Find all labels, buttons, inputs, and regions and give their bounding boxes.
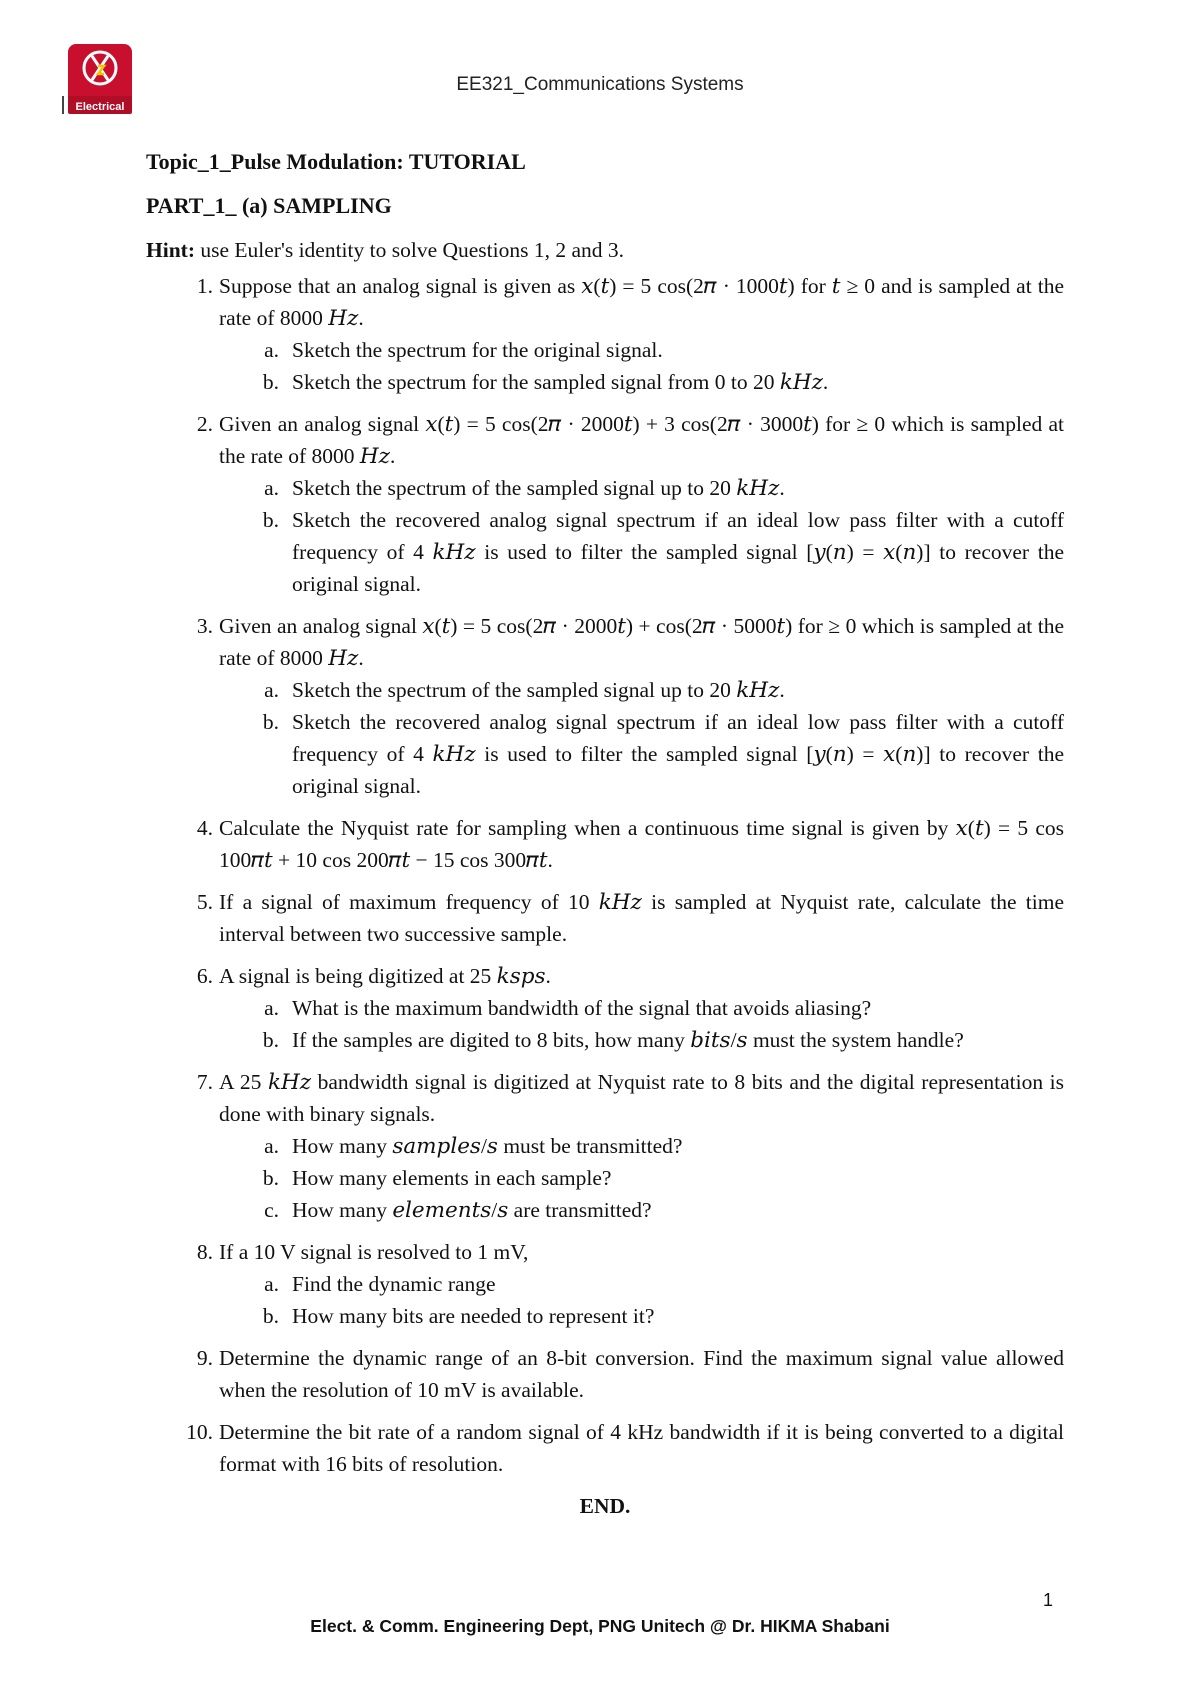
question-item (146, 960, 1064, 1056)
sub-question-item (219, 1268, 1064, 1300)
sub-question-item (219, 992, 1064, 1024)
sub-question-text: Sketch the spectrum for the sampled signal from 0 to 20 𝑘𝐻𝑧. (292, 370, 829, 394)
question-item (146, 610, 1064, 802)
question-number: 2. (196, 412, 213, 436)
sub-question-item (219, 334, 1064, 366)
question-text: Calculate the Nyquist rate for sampling when a continuous time signal is given by 𝑥(𝑡) = 5 cos 100𝜋𝑡 + 10 cos 200𝜋𝑡 − 15 cos 300𝜋𝑡. (219, 816, 1064, 872)
sub-question-letter: c. (264, 1198, 279, 1222)
sub-question-text: Sketch the spectrum of the sampled signal up to 20 𝑘𝐻𝑧. (292, 476, 785, 500)
sub-question-letter: b. (262, 710, 279, 734)
sub-question-list (219, 334, 1064, 398)
question-item (146, 1416, 1064, 1480)
sub-question-letter: a. (264, 338, 279, 362)
question-item (146, 1342, 1064, 1406)
sub-question-item (219, 706, 1064, 802)
question-text: Given an analog signal 𝑥(𝑡) = 5 cos(2𝜋 · 2000𝑡) + cos(2𝜋 · 5000𝑡) for ≥ 0 which is sampled at the rate of 8000 𝐻𝑧. (219, 614, 1064, 670)
question-list (146, 270, 1064, 1480)
sub-question-text: Sketch the recovered analog signal spectrum if an ideal low pass filter with a cutoff frequency of 4 𝑘𝐻𝑧 is used to filter the sampled signal [𝑦(𝑛) = 𝑥(𝑛)] to recover the original signal. (292, 508, 1064, 596)
question-number: 1. (196, 274, 213, 298)
sub-question-letter: b. (262, 1304, 279, 1328)
sub-question-list (219, 674, 1064, 802)
sub-question-text: If the samples are digited to 8 bits, how many 𝑏𝑖𝑡𝑠/𝑠 must the system handle? (292, 1028, 964, 1052)
question-text: Suppose that an analog signal is given as 𝑥(𝑡) = 5 cos(2𝜋 · 1000𝑡) for 𝑡 ≥ 0 and is sampled at the rate of 8000 𝐻𝑧. (219, 274, 1064, 330)
sub-question-text: What is the maximum bandwidth of the signal that avoids aliasing? (292, 996, 872, 1020)
hint-text: use Euler's identity to solve Questions 1, 2 and 3. (200, 238, 625, 262)
sub-question-letter: a. (264, 1134, 279, 1158)
question-number: 3. (196, 614, 213, 638)
sub-question-item (219, 1300, 1064, 1332)
question-text: Given an analog signal 𝑥(𝑡) = 5 cos(2𝜋 · 2000𝑡) + 3 cos(2𝜋 · 3000𝑡) for ≥ 0 which is sampled at the rate of 8000 𝐻𝑧. (219, 412, 1064, 468)
sub-question-text: How many elements in each sample? (292, 1166, 612, 1190)
sub-question-letter: a. (264, 476, 279, 500)
sub-question-text: Sketch the spectrum for the original signal. (292, 338, 663, 362)
sub-question-item (219, 674, 1064, 706)
sub-question-list (219, 992, 1064, 1056)
sub-question-letter: a. (264, 996, 279, 1020)
question-text: If a signal of maximum frequency of 10 𝑘𝐻𝑧 is sampled at Nyquist rate, calculate the time interval between two successive sample. (219, 890, 1064, 946)
end-marker: END. (579, 1494, 631, 1518)
sub-question-list (219, 1268, 1064, 1332)
sub-question-letter: a. (264, 678, 279, 702)
question-text: Determine the bit rate of a random signal of 4 kHz bandwidth if it is being converted to a digital format with 16 bits of resolution. (219, 1420, 1064, 1476)
question-text: A 25 𝑘𝐻𝑧 bandwidth signal is digitized at Nyquist rate to 8 bits and the digital representation is done with binary signals. (219, 1070, 1064, 1126)
logo-divider (62, 96, 64, 114)
question-number: 9. (196, 1346, 213, 1370)
sub-question-item (219, 366, 1064, 398)
sub-question-letter: b. (262, 1166, 279, 1190)
sub-question-letter: b. (262, 370, 279, 394)
sub-question-text: Sketch the spectrum of the sampled signal up to 20 𝑘𝐻𝑧. (292, 678, 785, 702)
sub-question-text: Find the dynamic range (292, 1272, 496, 1296)
sub-question-text: How many 𝑠𝑎𝑚𝑝𝑙𝑒𝑠/𝑠 must be transmitted? (292, 1134, 683, 1158)
sub-question-letter: b. (262, 508, 279, 532)
sub-question-item (219, 472, 1064, 504)
sub-question-item (219, 1130, 1064, 1162)
question-text: Determine the dynamic range of an 8-bit conversion. Find the maximum signal value allowed when the resolution of 10 mV is available. (219, 1346, 1064, 1402)
sub-question-list (219, 472, 1064, 600)
sub-question-text: How many 𝑒𝑙𝑒𝑚𝑒𝑛𝑡𝑠/𝑠 are transmitted? (292, 1198, 652, 1222)
question-item (146, 270, 1064, 398)
question-number: 10. (186, 1420, 213, 1444)
part-heading: PART_1_ (a) SAMPLING (146, 193, 392, 218)
question-item (146, 812, 1064, 876)
course-title: EE321_Communications Systems (456, 74, 744, 95)
sub-question-item (219, 504, 1064, 600)
sub-question-letter: b. (262, 1028, 279, 1052)
sub-question-text: How many bits are needed to represent it? (292, 1304, 655, 1328)
question-item (146, 1066, 1064, 1226)
question-item (146, 886, 1064, 950)
question-number: 8. (196, 1240, 213, 1264)
sub-question-item (219, 1024, 1064, 1056)
tutorial-body (146, 146, 1064, 1522)
sub-question-item (219, 1194, 1064, 1226)
hint-line (146, 234, 1064, 266)
question-item (146, 1236, 1064, 1332)
hint-label: Hint: (146, 238, 195, 262)
topic-heading: Topic_1_Pulse Modulation: TUTORIAL (146, 149, 526, 174)
question-text: If a 10 V signal is resolved to 1 mV, (219, 1240, 529, 1264)
question-item (146, 408, 1064, 600)
question-number: 5. (196, 890, 213, 914)
question-text: A signal is being digitized at 25 𝑘𝑠𝑝𝑠. (219, 964, 551, 988)
question-number: 4. (196, 816, 213, 840)
sub-question-letter: a. (264, 1272, 279, 1296)
page-footer: Elect. & Comm. Engineering Dept, PNG Unitech @ Dr. HIKMA Shabani (310, 1616, 890, 1636)
question-number: 7. (196, 1070, 213, 1094)
page-number: 1 (1043, 1590, 1054, 1610)
sub-question-list (219, 1130, 1064, 1226)
question-number: 6. (196, 964, 213, 988)
sub-question-text: Sketch the recovered analog signal spectrum if an ideal low pass filter with a cutoff frequency of 4 𝑘𝐻𝑧 is used to filter the sampled signal [𝑦(𝑛) = 𝑥(𝑛)] to recover the original signal. (292, 710, 1064, 798)
svg-text:Electrical: Electrical (75, 101, 125, 113)
sub-question-item (219, 1162, 1064, 1194)
